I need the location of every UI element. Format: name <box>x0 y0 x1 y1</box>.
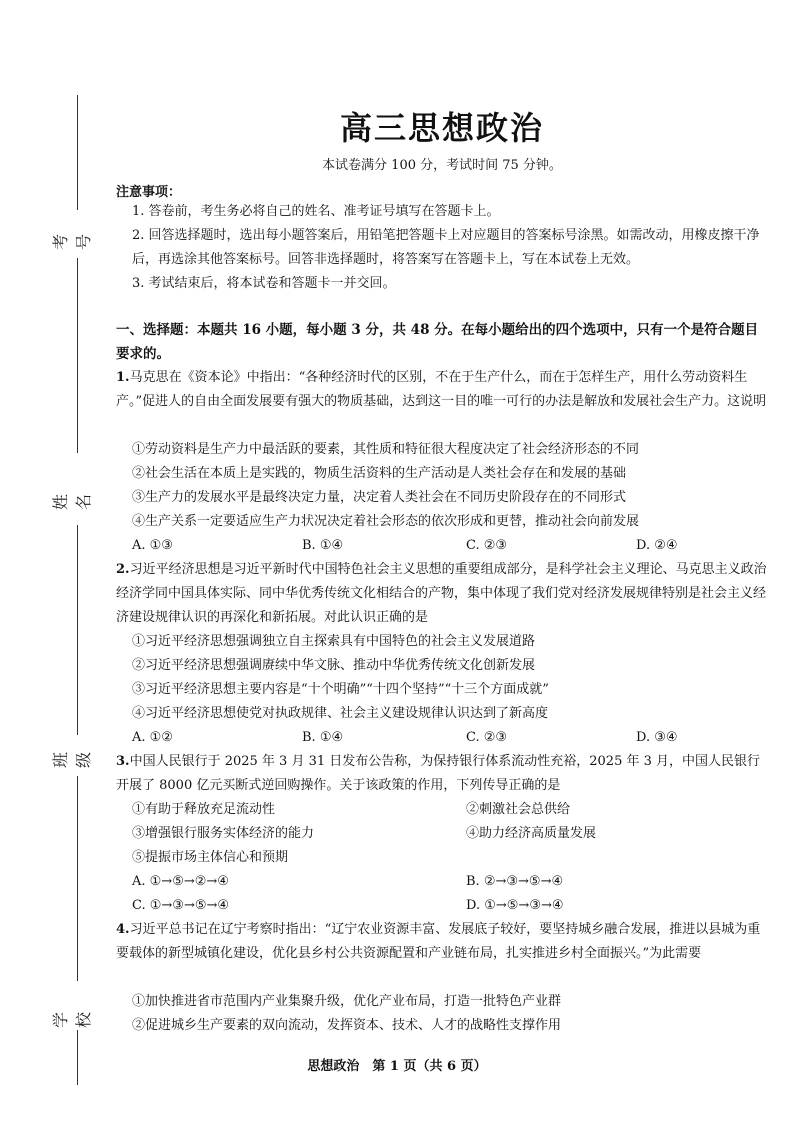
statement-option: ④生产关系一定要适应生产力状况决定着社会形态的依次形成和更替，推动社会向前发展 <box>132 514 640 529</box>
question-text: 习近平总书记在辽宁考察时指出：“辽宁农业资源丰富、发展底子较好，要坚持城乡融合发展，推进以县城为重要载体的新型城镇化建设，优化县乡村公共资源配置和产业链布局，扎实推进乡村全面振兴。”为此需要 <box>116 922 761 961</box>
question-number: 3. <box>116 754 130 769</box>
answer-choice-b: B. ②→③→⑤→④ <box>466 874 564 889</box>
answer-choice-a: A. ①② <box>132 730 173 745</box>
binding-margin <box>0 0 110 1123</box>
binding-label-school: 学校 <box>51 1011 93 1028</box>
statement-option: ①劳动资料是生产力中最活跃的要素，其性质和特征很大程度决定了社会经济形态的不同 <box>132 442 640 457</box>
statement-option: ②习近平经济思想强调赓续中华文脉、推动中华优秀传统文化创新发展 <box>132 658 536 673</box>
statement-option: ①加快推进省市范围内产业集聚升级，优化产业布局，打造一批特色产业群 <box>132 994 562 1009</box>
binding-line <box>77 95 78 210</box>
binding-label-class: 班级 <box>51 751 93 768</box>
question-text: 习近平经济思想是习近平新时代中国特色社会主义思想的重要组成部分，是科学社会主义理论、马克思主义政治经济学同中国具体实际、同中华优秀传统文化相结合的产物，集中体现了我们党对经济发展规律特别是社会主义经济建设规律认识的再深化和新拓展。对此认识正确的是 <box>116 562 767 625</box>
note-item: 1. 答卷前，考生务必将自己的姓名、准考证号填写在答题卡上。 <box>132 204 500 219</box>
answer-choice-c: C. ②③ <box>466 538 508 553</box>
binding-line <box>77 525 78 735</box>
statement-option: ①有助于释放充足流动性 <box>132 802 276 817</box>
page-title: 高三思想政治 <box>339 109 544 147</box>
statement-option: ①习近平经济思想强调独立自主探索具有中国特色的社会主义发展道路 <box>132 634 536 649</box>
answer-choice-a: A. ①→⑤→②→④ <box>132 874 229 889</box>
statement-option: ③习近平经济思想主要内容是“十个明确”“十四个坚持”“十三个方面成就” <box>132 682 549 697</box>
statement-option: ②刺激社会总供给 <box>466 802 571 817</box>
question-4-stem <box>116 918 768 966</box>
note-item: 2. 回答选择题时，选出每小题答案后，用铅笔把答题卡上对应题目的答案标号涂黑。如需改动，用橡皮擦干净后，再选涂其他答案标号。回答非选择题时，将答案写在答题卡上，写在本试卷上无效。 <box>132 228 760 267</box>
statement-option: ④习近平经济思想使党对执政规律、社会主义建设规律认识达到了新高度 <box>132 706 549 721</box>
statement-option: ②社会生活在本质上是实践的，物质生活资料的生产活动是人类社会存在和发展的基础 <box>132 466 627 481</box>
statement-option: ④助力经济高质量发展 <box>466 826 597 841</box>
statement-option: ②促进城乡生产要素的双向流动，发挥资本、技术、人才的战略性支撑作用 <box>132 1018 562 1033</box>
answer-choice-c: C. ①→③→⑤→④ <box>132 898 230 913</box>
statement-option: ⑤提振市场主体信心和预期 <box>132 850 289 865</box>
binding-line <box>77 776 78 981</box>
notes-heading: 注意事项： <box>116 185 182 200</box>
answer-choice-b: B. ①④ <box>302 538 344 553</box>
note-item: 3. 考试结束后，将本试卷和答题卡一并交回。 <box>132 276 396 291</box>
question-3-stem <box>116 750 768 798</box>
binding-label-name: 姓名 <box>51 493 93 510</box>
statement-option: ③增强银行服务实体经济的能力 <box>132 826 315 841</box>
question-text: 中国人民银行于 2025 年 3 月 31 日发布公告称，为保持银行体系流动性充裕，2025 年 3 月，中国人民银行开展了 8000 亿元买断式逆回购操作。关于该政策的作用，下列传导正确的是 <box>116 754 761 793</box>
answer-choice-c: C. ②③ <box>466 730 508 745</box>
question-number: 4. <box>116 922 130 937</box>
answer-choice-d: D. ②④ <box>636 538 678 553</box>
section-heading: 一、选择题：本题共 16 小题，每小题 3 分，共 48 分。在每小题给出的四个选项中，只有一个是符合题目要求的。 <box>116 322 759 362</box>
answer-choice-b: B. ①④ <box>302 730 344 745</box>
answer-choice-a: A. ①③ <box>132 538 173 553</box>
question-text: 马克思在《资本论》中指出：“各种经济时代的区别，不在于生产什么，而在于怎样生产，用什么劳动资料生产。”促进人的自由全面发展要有强大的物质基础，达到这一目的唯一可行的办法是解放和发展社会生产力。这说明 <box>116 370 767 409</box>
page-footer: 思想政治 第 1 页（共 6 页） <box>307 1059 487 1074</box>
statement-option: ③生产力的发展水平是最终决定力量，决定着人类社会在不同历史阶段存在的不同形式 <box>132 490 627 505</box>
question-1-stem <box>116 366 768 414</box>
exam-info: 本试卷满分 100 分，考试时间 75 分钟。 <box>322 158 562 173</box>
binding-line <box>77 258 78 453</box>
question-2-stem <box>116 558 768 630</box>
answer-choice-d: D. ①→⑤→③→④ <box>466 898 564 913</box>
question-number: 2. <box>116 562 130 577</box>
question-number: 1. <box>116 370 130 385</box>
answer-choice-d: D. ③④ <box>636 730 678 745</box>
binding-label-exam-number: 考号 <box>51 233 93 250</box>
